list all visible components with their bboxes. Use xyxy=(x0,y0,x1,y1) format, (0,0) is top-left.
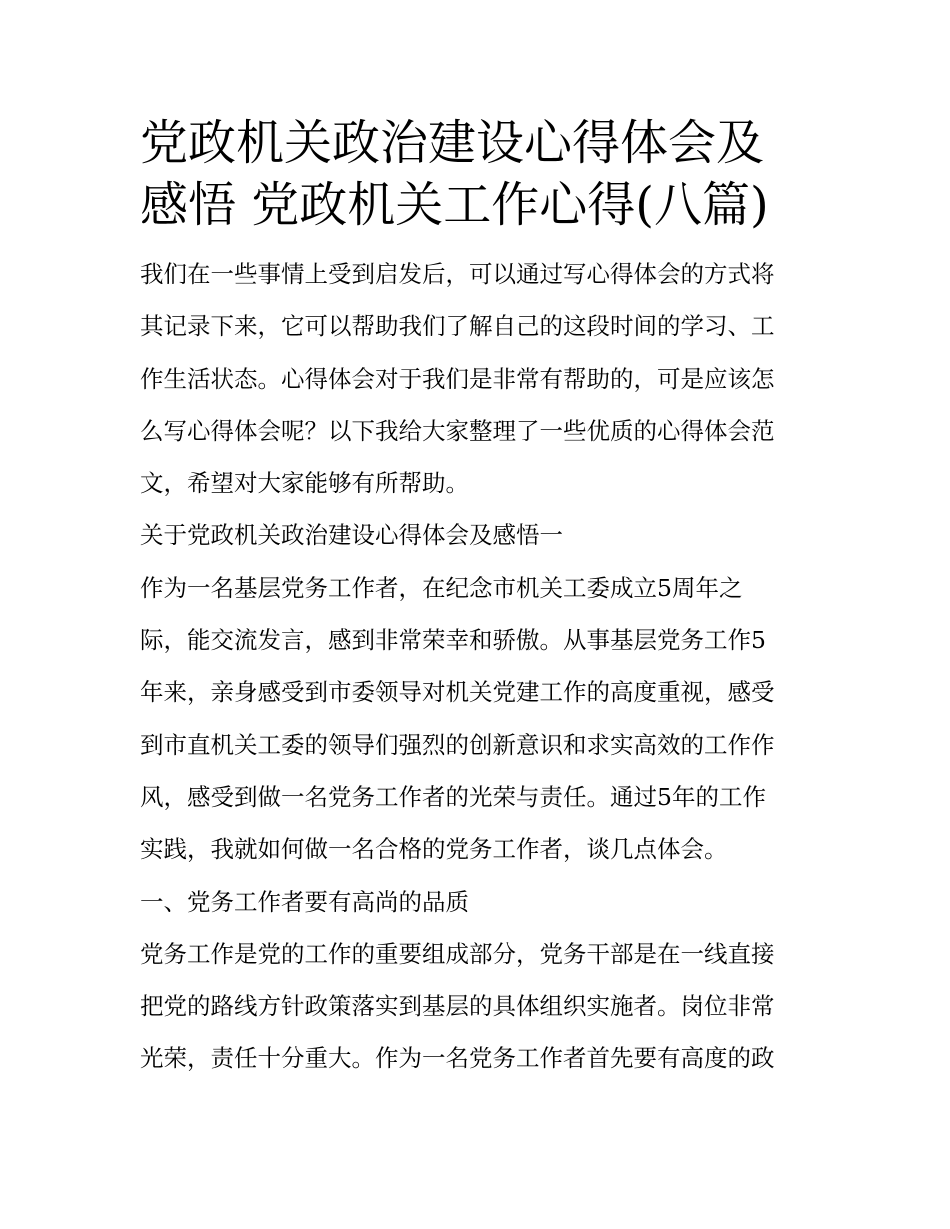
subsection-heading xyxy=(140,876,820,928)
text-line: 党务工作是党的工作的重要组成部分，党务干部是在一线直接 xyxy=(140,939,775,968)
intro-paragraph xyxy=(140,248,820,509)
body-paragraph xyxy=(140,562,820,876)
title-line: 感悟 党政机关工作心得(八篇) xyxy=(140,177,769,233)
document-body xyxy=(140,248,820,1085)
text-line: 一、党务工作者要有高尚的品质 xyxy=(140,887,469,916)
text-line: 际，能交流发言，感到非常荣幸和骄傲。从事基层党务工作5 xyxy=(140,626,766,655)
text-line: 作为一名基层党务工作者，在纪念市机关工委成立5周年之 xyxy=(140,573,743,602)
text-line: 关于党政机关政治建设心得体会及感悟一 xyxy=(140,521,563,550)
document-page xyxy=(140,112,820,1085)
text-line: 么写心得体会呢？以下我给大家整理了一些优质的心得体会范 xyxy=(140,416,775,445)
body-paragraph xyxy=(140,928,820,1085)
title-line: 党政机关政治建设心得体会及 xyxy=(140,115,765,171)
text-line: 其记录下来，它可以帮助我们了解自己的这段时间的学习、工 xyxy=(140,312,775,341)
text-line: 作生活状态。心得体会对于我们是非常有帮助的，可是应该怎 xyxy=(140,364,775,393)
text-line: 实践，我就如何做一名合格的党务工作者，谈几点体会。 xyxy=(140,835,728,864)
text-line: 把党的路线方针政策落实到基层的具体组织实施者。岗位非常 xyxy=(140,992,775,1021)
text-line: 风，感受到做一名党务工作者的光荣与责任。通过5年的工作 xyxy=(140,782,766,811)
text-line: 光荣，责任十分重大。作为一名党务工作者首先要有高度的政 xyxy=(140,1044,775,1073)
document-title xyxy=(140,112,820,236)
text-line: 我们在一些事情上受到启发后，可以通过写心得体会的方式将 xyxy=(140,260,775,288)
text-line: 到市直机关工委的领导们强烈的创新意识和求实高效的工作作 xyxy=(140,730,775,759)
section-heading xyxy=(140,509,820,561)
text-line: 文，希望对大家能够有所帮助。 xyxy=(140,469,469,498)
text-line: 年来，亲身感受到市委领导对机关党建工作的高度重视，感受 xyxy=(140,678,775,707)
